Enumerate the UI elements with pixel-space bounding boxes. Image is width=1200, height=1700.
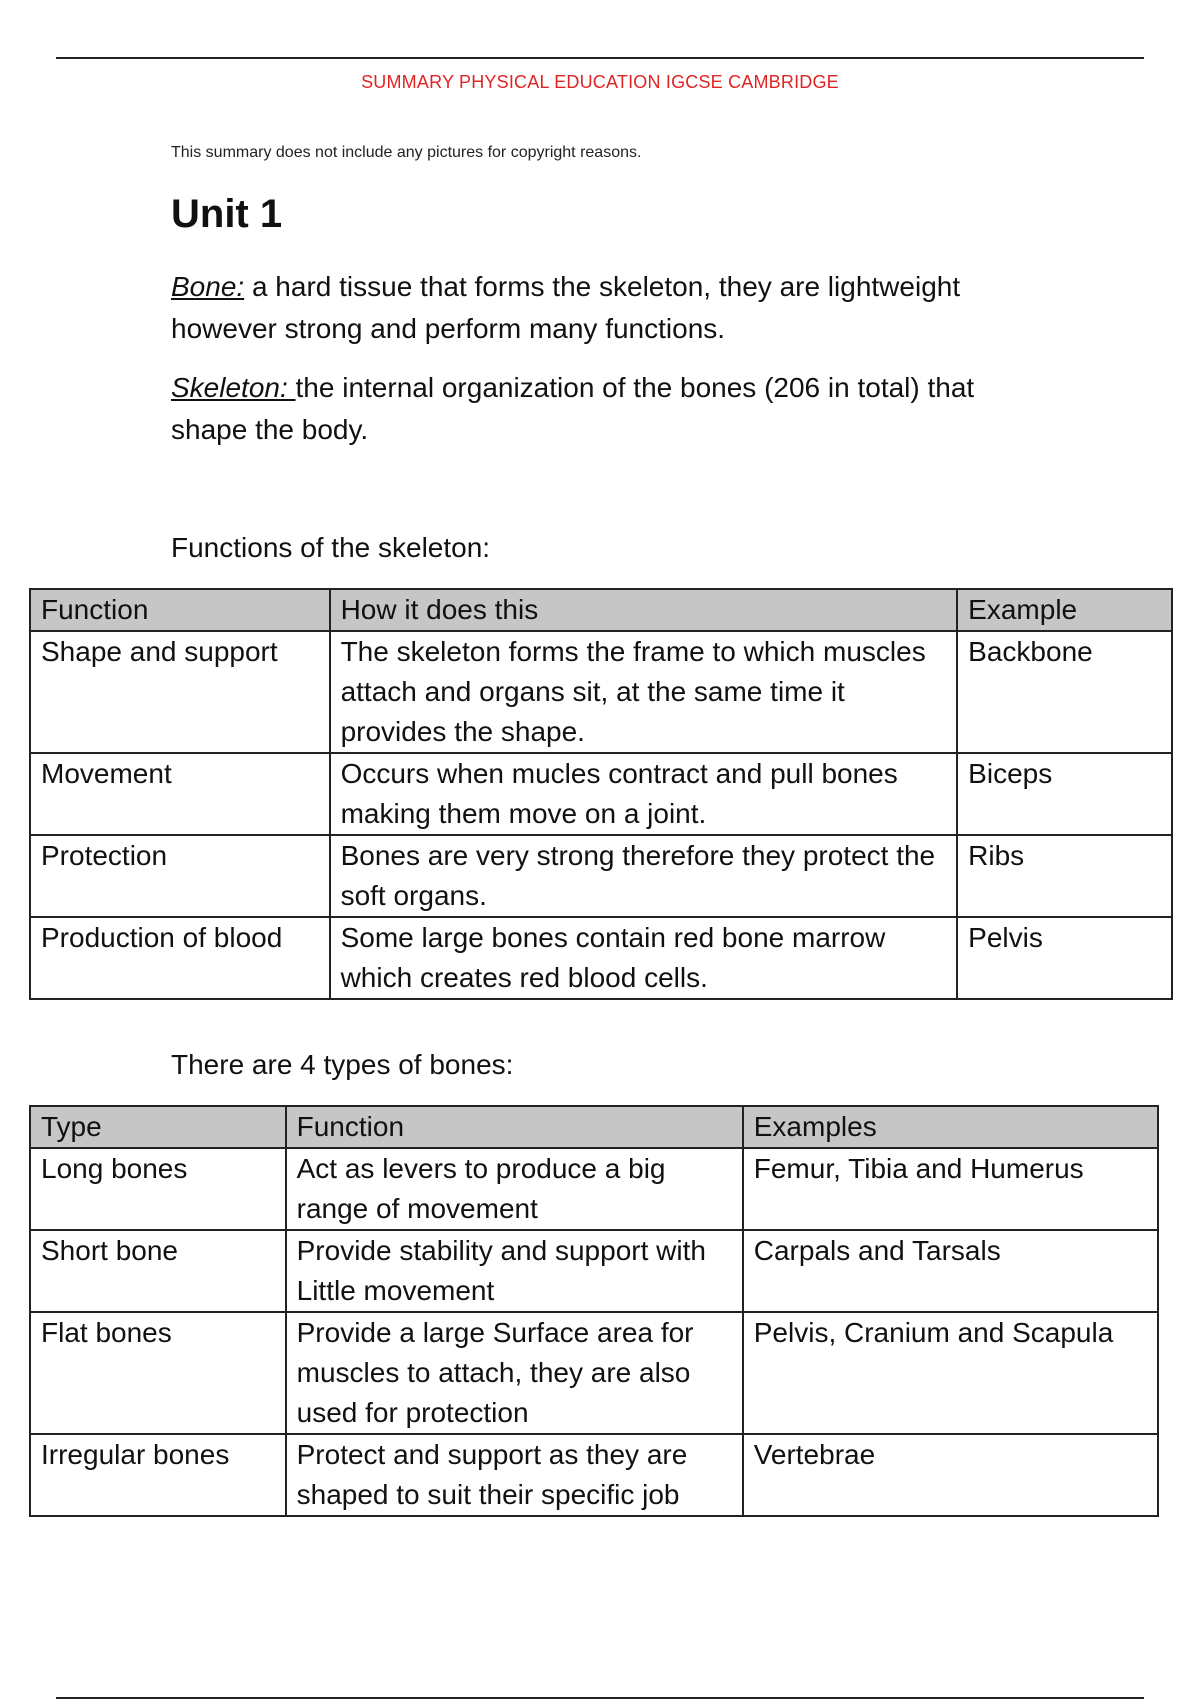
cell-examples: Vertebrae bbox=[743, 1434, 1158, 1516]
column-header-examples: Examples bbox=[743, 1106, 1158, 1148]
bone-definition bbox=[171, 266, 1051, 350]
column-header-how: How it does this bbox=[330, 589, 958, 631]
cell-example: Pelvis bbox=[957, 917, 1172, 999]
cell-example: Backbone bbox=[957, 631, 1172, 753]
cell-examples: Femur, Tibia and Humerus bbox=[743, 1148, 1158, 1230]
cell-how: Bones are very strong therefore they protect the soft organs. bbox=[330, 835, 958, 917]
cell-function: Provide stability and support with Little movement bbox=[286, 1230, 743, 1312]
cell-type: Irregular bones bbox=[30, 1434, 286, 1516]
cell-function: Shape and support bbox=[30, 631, 330, 753]
cell-function: Provide a large Surface area for muscles to attach, they are also used for protection bbox=[286, 1312, 743, 1434]
cell-type: Flat bones bbox=[30, 1312, 286, 1434]
table-header-row bbox=[30, 589, 1172, 631]
table-row bbox=[30, 1434, 1158, 1516]
table-row bbox=[30, 1148, 1158, 1230]
table-row bbox=[30, 753, 1172, 835]
cell-function: Protection bbox=[30, 835, 330, 917]
column-header-example: Example bbox=[957, 589, 1172, 631]
skeleton-definition bbox=[171, 367, 1051, 451]
cell-example: Biceps bbox=[957, 753, 1172, 835]
column-header-function: Function bbox=[30, 589, 330, 631]
cell-example: Ribs bbox=[957, 835, 1172, 917]
cell-how: Some large bones contain red bone marrow which creates red blood cells. bbox=[330, 917, 958, 999]
column-header-type: Type bbox=[30, 1106, 286, 1148]
cell-function: Act as levers to produce a big range of movement bbox=[286, 1148, 743, 1230]
table-row bbox=[30, 631, 1172, 753]
bone-types-table bbox=[29, 1105, 1159, 1517]
cell-type: Short bone bbox=[30, 1230, 286, 1312]
table-row bbox=[30, 1312, 1158, 1434]
cell-function: Production of blood bbox=[30, 917, 330, 999]
cell-function: Movement bbox=[30, 753, 330, 835]
cell-type: Long bones bbox=[30, 1148, 286, 1230]
bone-types-section-label: There are 4 types of bones: bbox=[171, 1049, 514, 1080]
cell-how: Occurs when mucles contract and pull bones making them move on a joint. bbox=[330, 753, 958, 835]
bottom-rule bbox=[56, 1697, 1144, 1699]
unit-heading: Unit 1 bbox=[171, 192, 283, 236]
cell-examples: Carpals and Tarsals bbox=[743, 1230, 1158, 1312]
table-row bbox=[30, 917, 1172, 999]
copyright-note: This summary does not include any pictures for copyright reasons. bbox=[171, 144, 642, 161]
cell-how: The skeleton forms the frame to which muscles attach and organs sit, at the same time it provides the shape. bbox=[330, 631, 958, 753]
cell-examples: Pelvis, Cranium and Scapula bbox=[743, 1312, 1158, 1434]
top-rule bbox=[56, 57, 1144, 59]
table-row bbox=[30, 1230, 1158, 1312]
column-header-function: Function bbox=[286, 1106, 743, 1148]
skeleton-term: Skeleton: bbox=[171, 372, 296, 403]
functions-table bbox=[29, 588, 1173, 1000]
bone-definition-text: a hard tissue that forms the skeleton, they are lightweight however strong and perform many functions. bbox=[171, 271, 961, 344]
table-row bbox=[30, 835, 1172, 917]
document-header-title: SUMMARY PHYSICAL EDUCATION IGCSE CAMBRIDGE bbox=[361, 72, 839, 92]
bone-term: Bone: bbox=[171, 271, 245, 302]
table-header-row bbox=[30, 1106, 1158, 1148]
cell-function: Protect and support as they are shaped to suit their specific job bbox=[286, 1434, 743, 1516]
skeleton-definition-text: the internal organization of the bones (206 in total) that shape the body. bbox=[171, 372, 975, 445]
functions-section-label: Functions of the skeleton: bbox=[171, 532, 491, 563]
